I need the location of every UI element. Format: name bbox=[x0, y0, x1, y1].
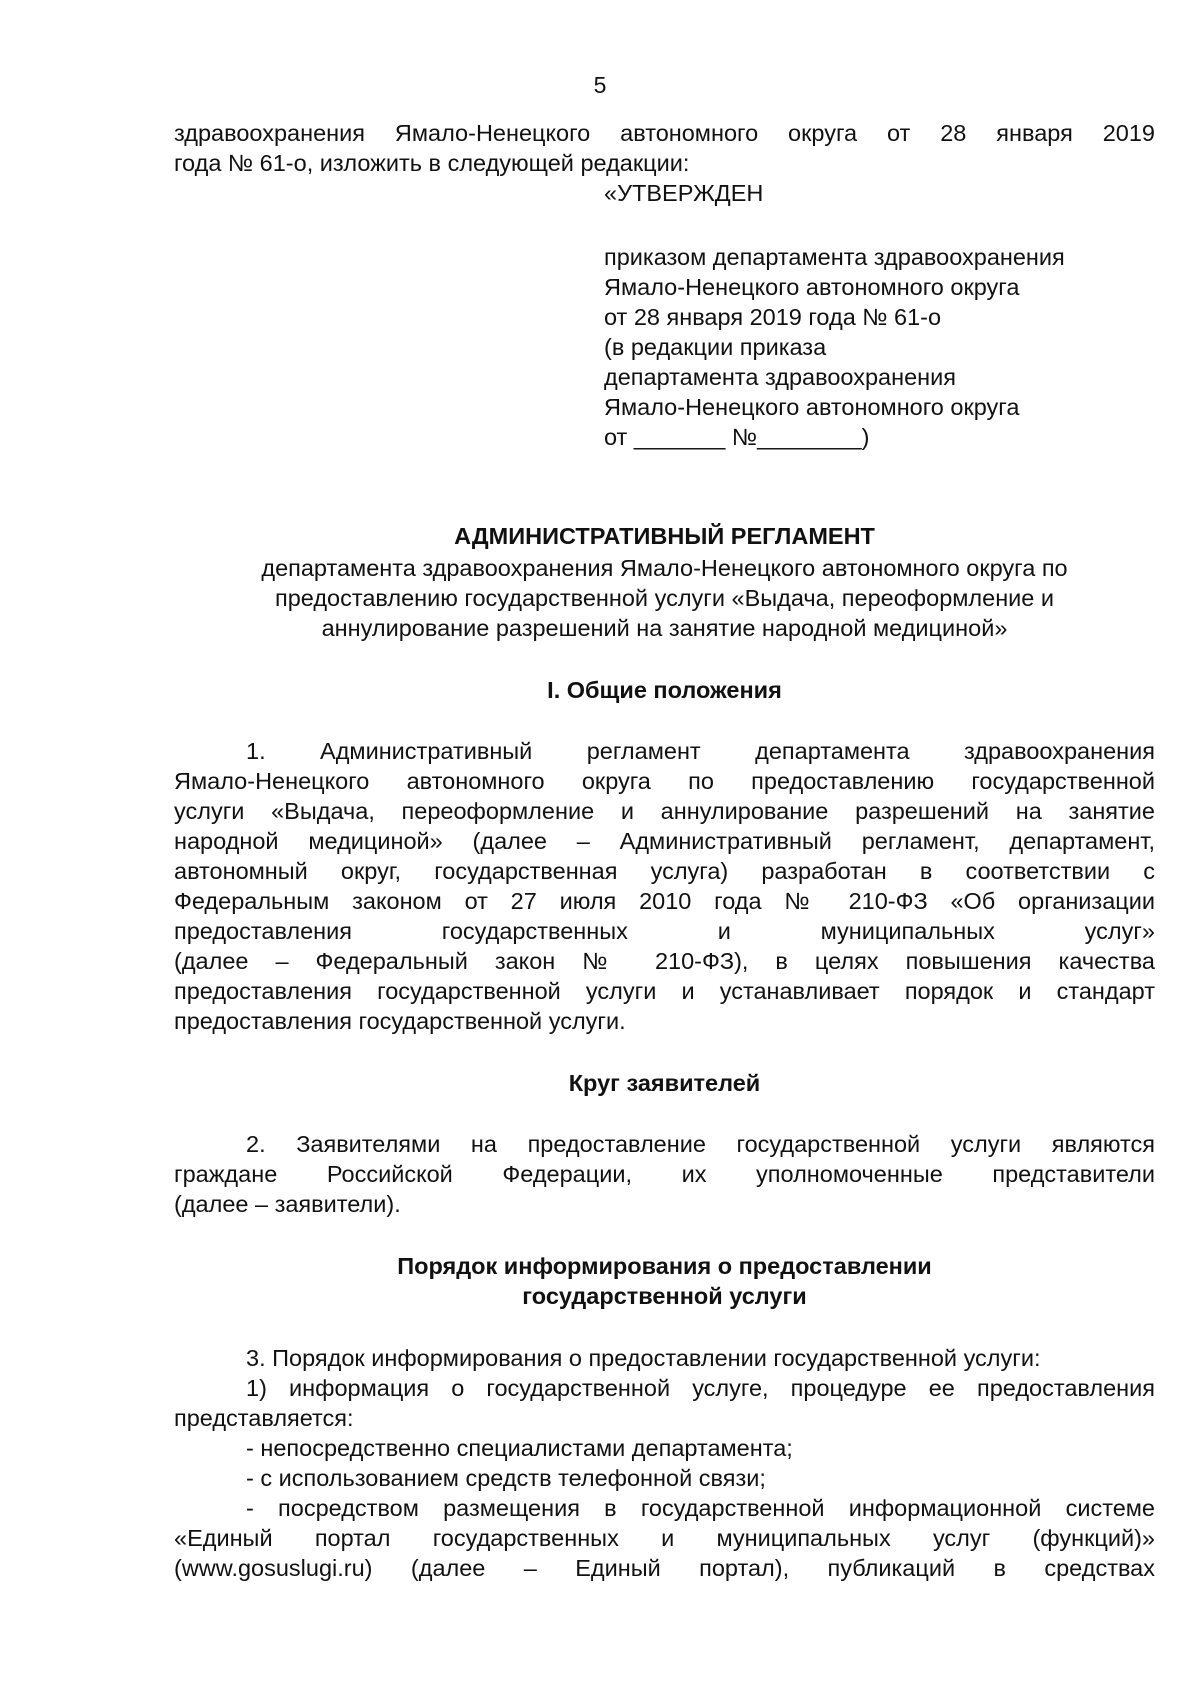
paragraph-line: 1) информация о государственной услуге, процедуре ее предоставления bbox=[246, 1375, 1155, 1401]
approval-stamp-line: Ямало-Ненецкого автономного округа bbox=[604, 394, 1020, 420]
paragraph-line: предоставления государственной услуги и устанавливает порядок и стандарт bbox=[174, 978, 1155, 1004]
paragraph-line: услуги «Выдача, переоформление и аннулирование разрешений на занятие bbox=[174, 798, 1155, 824]
section-heading-applicants: Круг заявителей bbox=[568, 1070, 761, 1096]
paragraph-line: народной медициной» (далее – Административный регламент, департамент, bbox=[174, 828, 1155, 854]
paragraph-line: автономный округ, государственная услуга) разработан в соответствии с bbox=[174, 858, 1155, 884]
document-subtitle-line: предоставлению государственной услуги «Выдача, переоформление и bbox=[274, 585, 1055, 611]
paragraph-line: представляется: bbox=[174, 1405, 354, 1431]
paragraph-line: 2. Заявителями на предоставление государственной услуги являются bbox=[246, 1131, 1155, 1157]
intro-line-2: года № 61-о, изложить в следующей редакции: bbox=[174, 150, 690, 176]
intro-line-1: здравоохранения Ямало-Ненецкого автономного округа от 28 января 2019 bbox=[174, 120, 1155, 146]
paragraph-line: предоставления государственной услуги. bbox=[174, 1008, 626, 1034]
paragraph-line: (далее – Федеральный закон № 210-ФЗ), в целях повышения качества bbox=[174, 948, 1155, 974]
document-title: АДМИНИСТРАТИВНЫЙ РЕГЛАМЕНТ bbox=[454, 523, 875, 549]
approval-stamp-line: департамента здравоохранения bbox=[604, 364, 956, 390]
paragraph-line: 1. Административный регламент департамента здравоохранения bbox=[246, 738, 1155, 764]
paragraph-line: предоставления государственных и муниципальных услуг» bbox=[174, 918, 1155, 944]
paragraph-line: Федеральным законом от 27 июля 2010 года № 210-ФЗ «Об организации bbox=[174, 888, 1155, 914]
section-heading-general: I. Общие положения bbox=[547, 677, 782, 703]
paragraph-line: граждане Российской Федерации, их уполномоченные представители bbox=[174, 1161, 1155, 1187]
paragraph-line: Ямало-Ненецкого автономного округа по предоставлению государственной bbox=[174, 768, 1155, 794]
document-subtitle-line: аннулирование разрешений на занятие народной медициной» bbox=[321, 615, 1008, 641]
page-number: 5 bbox=[593, 72, 607, 98]
approval-stamp-line: от 28 января 2019 года № 61-о bbox=[604, 304, 942, 330]
approval-stamp-line: приказом департамента здравоохранения bbox=[604, 244, 1065, 270]
approval-stamp-title: «УТВЕРЖДЕН bbox=[604, 180, 764, 206]
list-item: - непосредственно специалистами департамента; bbox=[246, 1435, 793, 1461]
paragraph-line: 3. Порядок информирования о предоставлении государственной услуги: bbox=[246, 1345, 1041, 1371]
list-item: - с использованием средств телефонной связи; bbox=[246, 1465, 766, 1491]
approval-stamp-line: от _______ №________) bbox=[604, 424, 870, 450]
list-item: - посредством размещения в государственной информационной системе bbox=[246, 1495, 1155, 1521]
paragraph-line: (далее – заявители). bbox=[174, 1191, 401, 1217]
section-heading-informing: Порядок информирования о предоставлении bbox=[397, 1253, 932, 1279]
approval-stamp-line: (в редакции приказа bbox=[604, 334, 827, 360]
approval-stamp-line: Ямало-Ненецкого автономного округа bbox=[604, 274, 1020, 300]
paragraph-line: (www.gosuslugi.ru) (далее – Единый портал), публикаций в средствах bbox=[174, 1555, 1155, 1581]
section-heading-informing-line-2: государственной услуги bbox=[522, 1283, 807, 1309]
paragraph-line: «Единый портал государственных и муниципальных услуг (функций)» bbox=[174, 1525, 1155, 1551]
document-subtitle-line: департамента здравоохранения Ямало-Ненецкого автономного округа по bbox=[261, 555, 1068, 581]
